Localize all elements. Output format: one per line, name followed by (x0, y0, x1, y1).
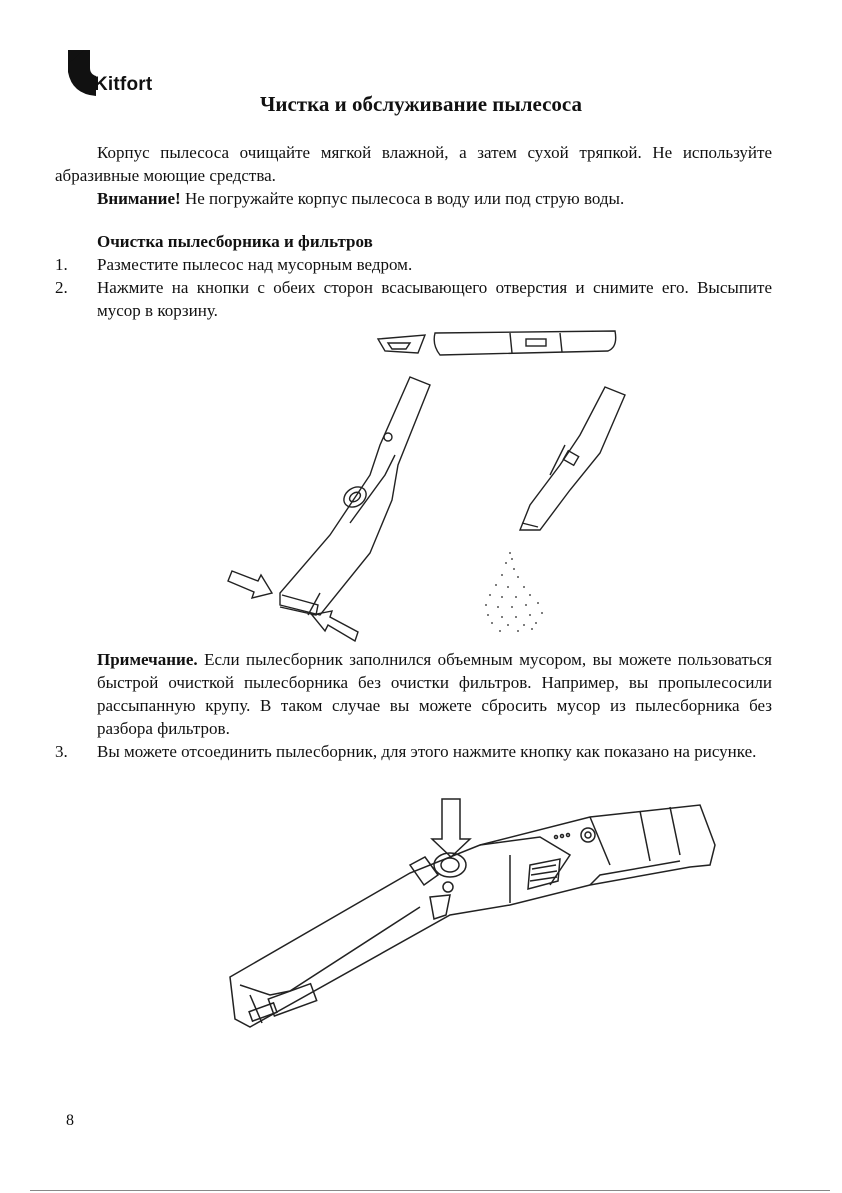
footer-divider (30, 1190, 830, 1191)
step-number: 3. (55, 742, 68, 761)
warning-paragraph (55, 187, 772, 210)
page-title: Чистка и обслуживание пылесоса (259, 92, 583, 116)
warning-text: Не погружайте корпус пылесоса в воду или под струю воды. (180, 189, 625, 208)
step-text: Разместите пылесос над мусорным ведром. (97, 255, 413, 274)
step-number: 1. (55, 255, 68, 274)
step-text: Нажмите на кнопки с обеих сторон всасывающего отверстия и снимите его. Высыпите мусор в корзину. (97, 278, 772, 320)
warning-label: Внимание! (97, 189, 181, 208)
note-label: Примечание. (97, 650, 198, 669)
step-text: Вы можете отсоединить пылесборник, для этого нажмите кнопку как показано на рисунке. (97, 742, 757, 761)
section-heading: Очистка пылесборника и фильтров (97, 232, 373, 251)
page-number: 8 (66, 1112, 74, 1129)
vacuum-emptying-illustration (220, 325, 640, 645)
brand-name: Kitfort (94, 74, 153, 95)
step-number: 2. (55, 278, 68, 297)
intro-paragraph: Корпус пылесоса очищайте мягкой влажной, а затем сухой тряпкой. Не используйте абразивные моющие средства. (55, 143, 772, 185)
detach-dustbin-illustration (210, 795, 730, 1035)
note-paragraph (97, 648, 772, 740)
note-text: Если пылесборник заполнился объемным мусором, вы можете пользоваться быстрой очисткой пылесборника без очистки фильтров. Например, вы пропылесосили рассыпанную крупу. В таком случае вы можете сбросить мусор из пылесборника без разбора фильтров. (97, 650, 772, 738)
